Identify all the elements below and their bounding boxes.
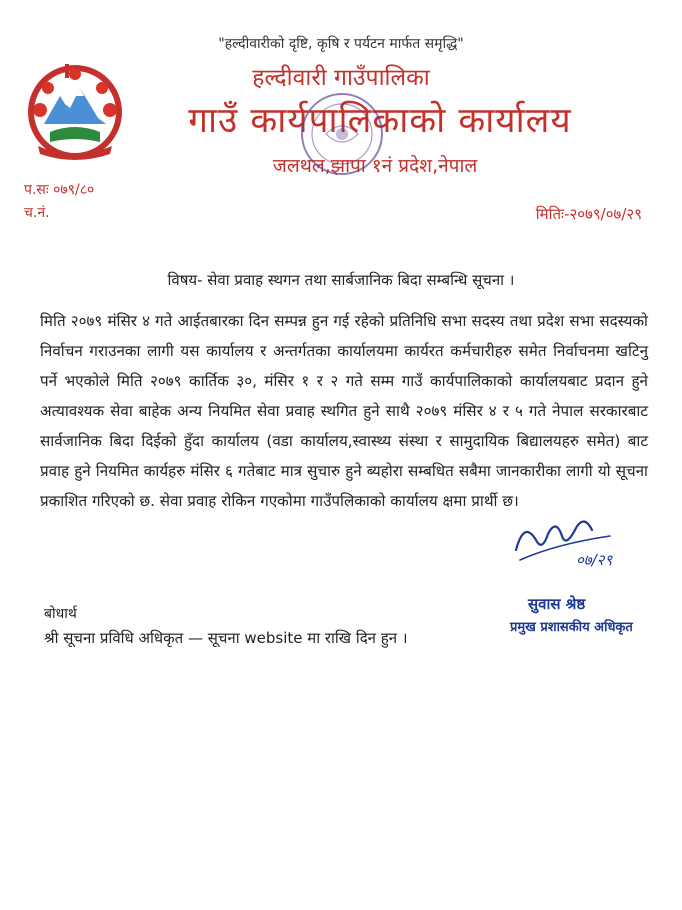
signatory-title: प्रमुख प्रशासकीय अधिकृत	[510, 620, 633, 635]
reference-number: प.सः ०७९/८०	[24, 182, 95, 198]
office-name: गाउँ कार्यपालिकाको कार्यालय	[188, 101, 572, 141]
cc-recipient-line: श्री सूचना प्रविधि अधिकृत — सूचना website मा राखि दिन हुन ।	[44, 629, 408, 647]
signatory-name: सुवास श्रेष्ठ	[528, 595, 586, 613]
issue-date: मितिः-२०७९/०७/२९	[535, 205, 642, 223]
dispatch-number: च.नं.	[24, 205, 50, 221]
office-stamp-icon	[296, 88, 388, 180]
notice-body: मिति २०७९ मंसिर ४ गते आईतबारका दिन सम्पन्न हुन गई रहेको प्रतिनिधि सभा सदस्य तथा प्रदेश सभा सदस्यको निर्वाचन गराउनका लागी यस कार्यालय र अन्तर्गतका कार्यालयमा कार्यरत कर्मचारीहरु समेत निर्वाचनमा खटिनु पर्ने भएकोले मिति २०७९ कार्तिक ३०, मंसिर १ र २ गते सम्म गाउँ कार्यपालिकाको कार्यालयबाट प्रदान हुने अत्यावश्यक सेवा बाहेक अन्य नियमित सेवा प्रवाह स्थगित हुने साथै २०७९ मंसिर ४ र ५ गते नेपाल सरकारबाट सार्वजानिक बिदा दिईको हुँदा कार्यालय (वडा कार्यालय,स्वास्थ्य संस्था र सामुदायिक बिद्यालयहरु समेत) बाट प्रवाह हुने नियमित कार्यहरु मंसिर ६ गतेबाट मात्र सुचारु हुने ब्यहोरा सम्बधित सबैमा जानकारीका लागी यो सूचना प्रकाशित गरिएको छ. सेवा प्रवाह रोकिन गएकोमा गाउँपलिकाको कार्यालय क्षमा प्रार्थी छ।	[40, 312, 648, 510]
office-address: जलथल,झापा १नं प्रदेश,नेपाल	[272, 155, 478, 177]
cc-heading: बोधार्थ	[44, 606, 77, 622]
notice-subject: विषय- सेवा प्रवाह स्थगन तथा सार्बजानिक बिदा सम्बन्धि सूचना ।	[167, 271, 515, 289]
signature-date: ०७/२९	[576, 551, 613, 569]
organization-name: हल्दीवारी गाउँपालिका	[252, 65, 430, 91]
motto: "हल्दीवारीको दृष्टि, कृषि र पर्यटन मार्फत समृद्धि"	[218, 36, 464, 52]
